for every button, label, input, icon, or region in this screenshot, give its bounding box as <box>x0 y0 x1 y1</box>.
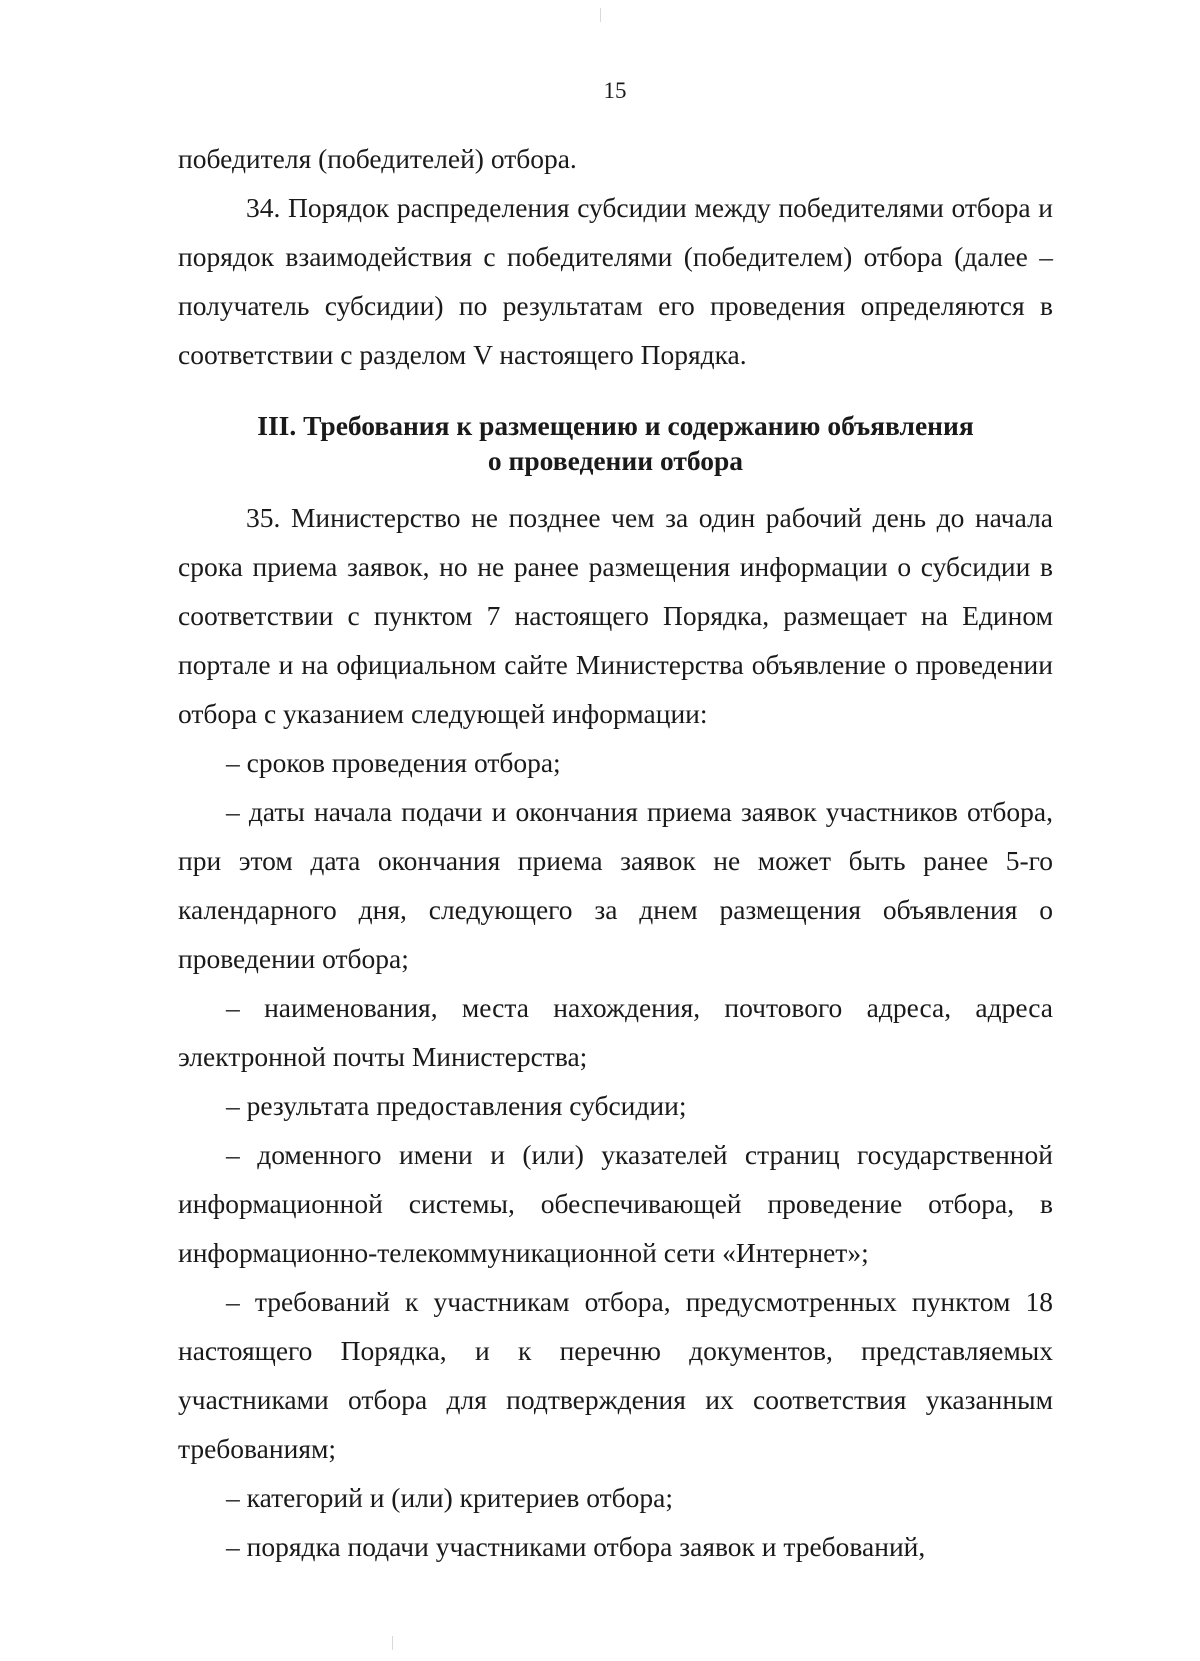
scan-mark-bottom <box>392 1636 393 1650</box>
page-number: 15 <box>603 78 627 103</box>
paragraph-item-34: 34. Порядок распределения субсидии между победителями отбора и порядок взаимодействия с победителями (победителем) отбора (далее – получатель субсидии) по результатам его проведения определяются в соответствии с разделом V настоящего Порядка. <box>178 192 1053 370</box>
list-item: – требований к участникам отбора, предусмотренных пунктом 18 настоящего Порядка, и к перечню документов, представляемых участниками отбора для подтверждения их соответствия указанным требованиям; <box>178 1286 1053 1464</box>
section-heading-line-1: III. Требования к размещению и содержанию объявления <box>257 410 974 441</box>
section-heading-line-2: о проведении отбора <box>487 445 744 476</box>
list-item: – сроков проведения отбора; <box>226 747 561 778</box>
list-item: – даты начала подачи и окончания приема заявок участников отбора, при этом дата окончания приема заявок не может быть ранее 5-го календарного дня, следующего за днем размещения объявления о проведении отбора; <box>178 796 1053 974</box>
list-item: – доменного имени и (или) указателей страниц государственной информационной системы, обеспечивающей проведение отбора, в информационно-телекоммуникационной сети «Интернет»; <box>178 1139 1053 1268</box>
list-item: – порядка подачи участниками отбора заявок и требований, <box>226 1531 926 1562</box>
text-block-before-heading <box>178 134 1053 379</box>
text-block-after-heading <box>178 493 1053 1571</box>
section-heading <box>178 408 1053 478</box>
list-item: – результата предоставления субсидии; <box>226 1090 687 1121</box>
paragraph-item-35: 35. Министерство не позднее чем за один рабочий день до начала срока приема заявок, но не ранее размещения информации о субсидии в соответствии с пунктом 7 настоящего Порядка, размещает на Едином портале и на официальном сайте Министерства объявление о проведении отбора с указанием следующей информации: <box>178 502 1053 729</box>
paragraph: победителя (победителей) отбора. <box>178 143 577 174</box>
list-item: – категорий и (или) критериев отбора; <box>226 1482 673 1513</box>
scan-mark-top <box>600 8 601 22</box>
list-item: – наименования, места нахождения, почтового адреса, адреса электронной почты Министерства; <box>178 992 1053 1072</box>
